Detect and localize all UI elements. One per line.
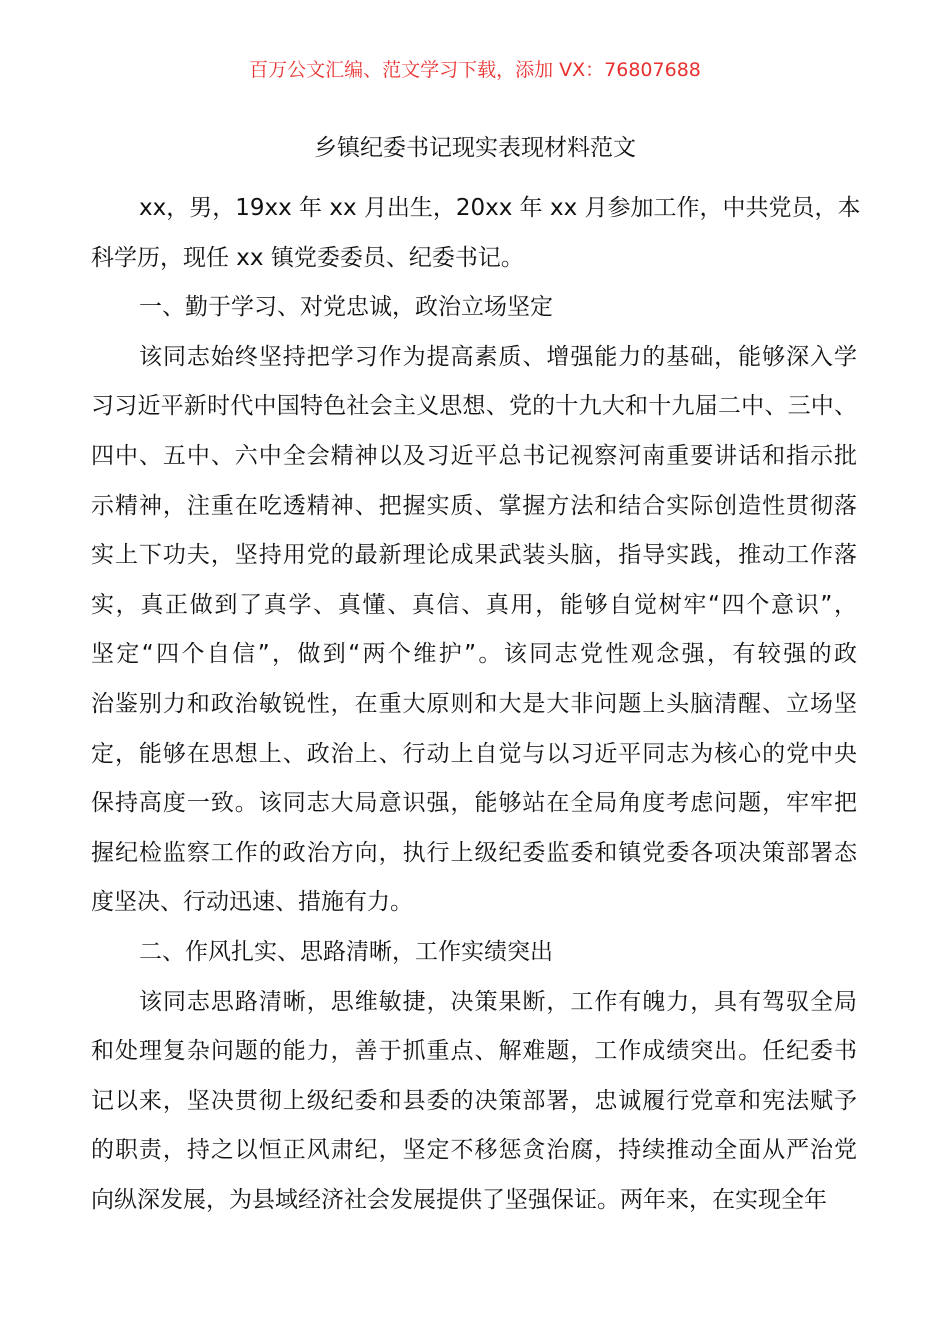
text-line: 一、勤于学习、对党忠诚，政治立场坚定 — [139, 294, 553, 321]
document-title: 乡镇纪委书记现实表现材料范文 — [314, 135, 636, 161]
text-line: 实上下功夫，坚持用党的最新理论成果武装头脑，指导实践，推动工作落 — [91, 542, 857, 569]
text-line: 科学历，现任 xx 镇党委委员、纪委书记。 — [91, 244, 524, 271]
text-line: 习习近平新时代中国特色社会主义思想、党的十九大和十九届二中、三中、 — [91, 393, 857, 420]
watermark-header: 百万公文汇编、范文学习下载，添加 VX：76807688 — [249, 59, 701, 81]
text-line: 定，能够在思想上、政治上、行动上自觉与以习近平同志为核心的党中央 — [91, 740, 857, 767]
text-line: 该同志始终坚持把学习作为提高素质、增强能力的基础，能够深入学 — [139, 343, 857, 370]
text-line: 握纪检监察工作的政治方向，执行上级纪委监委和镇党委各项决策部署态 — [91, 839, 857, 866]
text-line: 的职责，持之以恒正风肃纪，坚定不移惩贪治腐，持续推动全面从严治党 — [91, 1137, 857, 1164]
text-line: 保持高度一致。该同志大局意识强，能够站在全局角度考虑问题，牢牢把 — [91, 790, 857, 817]
text-line: 记以来，坚决贯彻上级纪委和县委的决策部署，忠诚履行党章和宪法赋予 — [91, 1087, 857, 1114]
text-line: 四中、五中、六中全会精神以及习近平总书记视察河南重要讲话和指示批 — [91, 442, 857, 469]
text-line: 坚定“四个自信”，做到“两个维护”。该同志党性观念强，有较强的政 — [91, 641, 857, 668]
text-line: 二、作风扎实、思路清晰，工作实绩突出 — [139, 938, 553, 965]
text-line: 该同志思路清晰，思维敏捷，决策果断，工作有魄力，具有驾驭全局 — [139, 988, 857, 1015]
paragraph — [91, 333, 857, 928]
text-line: 度坚决、行动迅速、措施有力。 — [91, 889, 413, 916]
paragraph — [91, 928, 857, 978]
document-body — [91, 184, 861, 1225]
paragraph — [91, 184, 861, 283]
text-line: 示精神，注重在吃透精神、把握实质、掌握方法和结合实际创造性贯彻落 — [91, 492, 857, 519]
text-line: 和处理复杂问题的能力，善于抓重点、解难题，工作成绩突出。任纪委书 — [91, 1038, 857, 1065]
text-line: 实，真正做到了真学、真懂、真信、真用，能够自觉树牢“四个意识”， — [91, 591, 857, 618]
text-line: 治鉴别力和政治敏锐性，在重大原则和大是大非问题上头脑清醒、立场坚 — [91, 690, 857, 717]
text-line: 向纵深发展，为县域经济社会发展提供了坚强保证。两年来，在实现全年 — [91, 1186, 827, 1213]
paragraph — [91, 978, 857, 1226]
paragraph — [91, 283, 857, 333]
text-line: xx，男，19xx 年 xx 月出生，20xx 年 xx 月参加工作，中共党员，本 — [139, 195, 861, 221]
